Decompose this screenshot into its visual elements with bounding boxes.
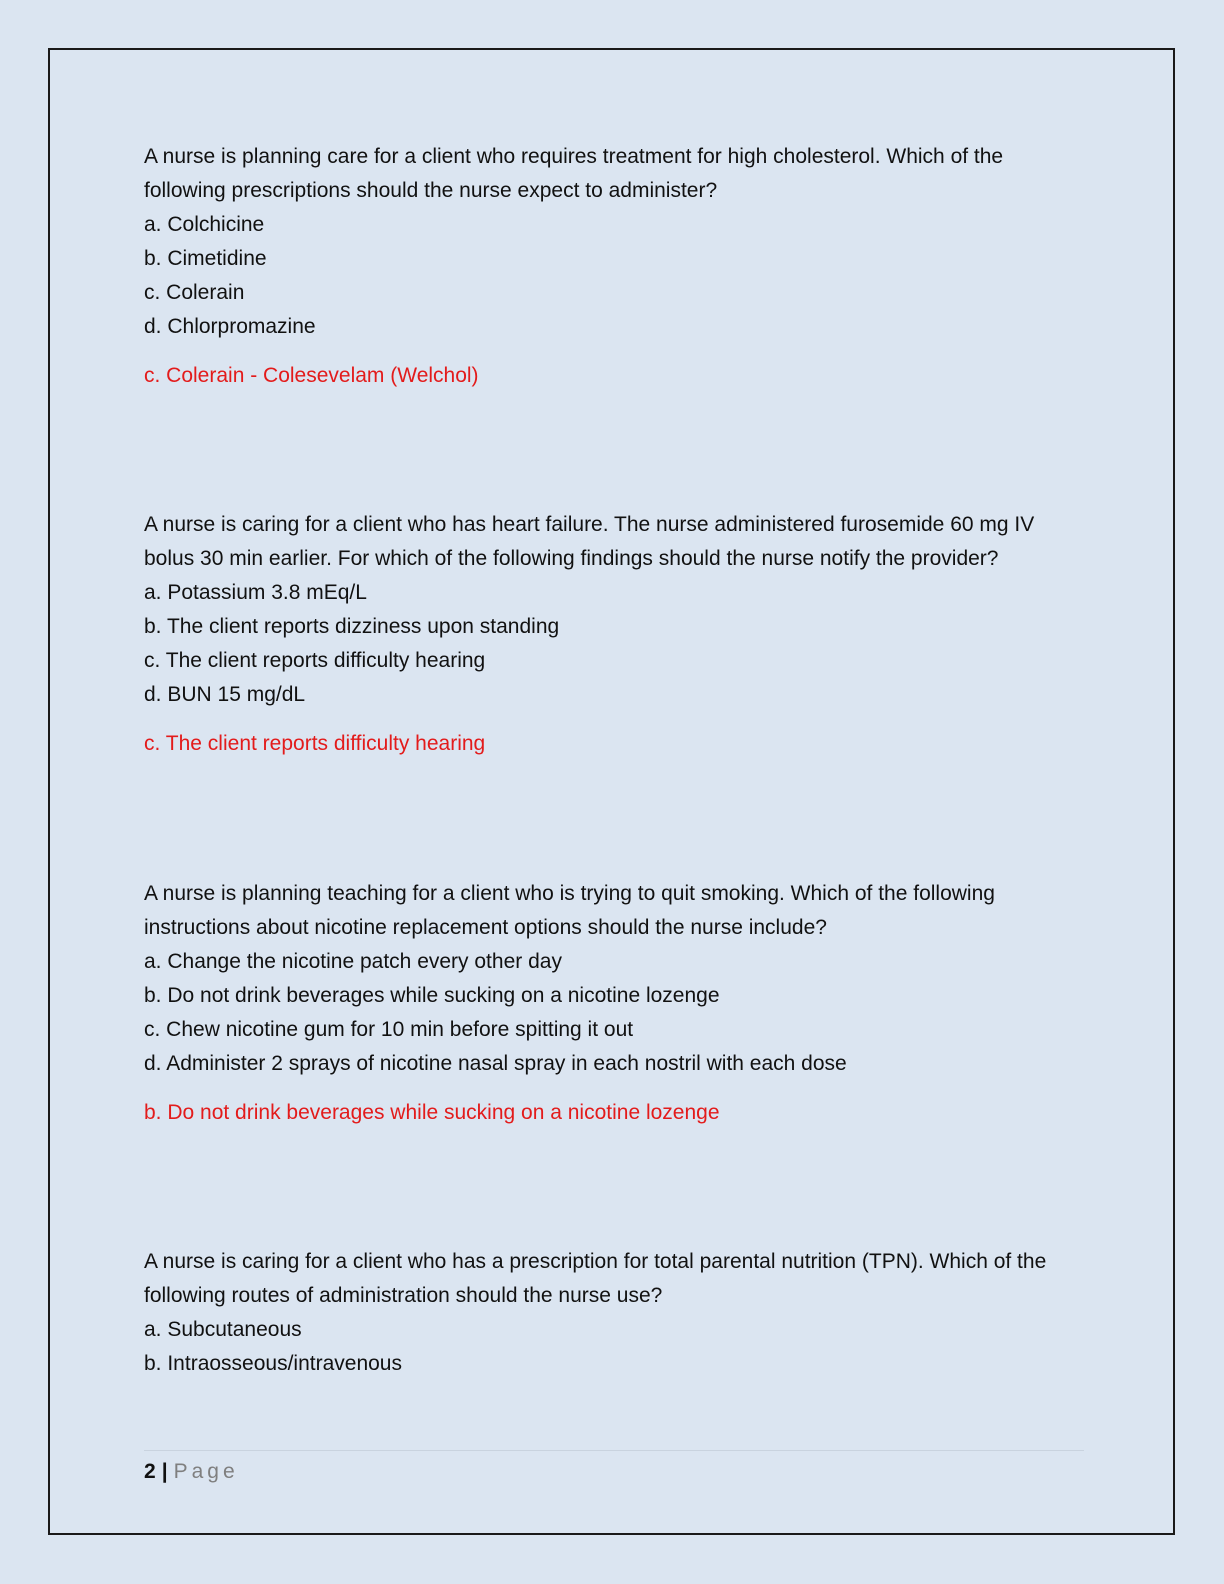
answer-option: a. Potassium 3.8 mEq/L bbox=[144, 581, 367, 604]
answer-option: a. Colchicine bbox=[144, 213, 265, 236]
correct-answer: c. The client reports difficulty hearing bbox=[144, 732, 486, 755]
answer-option: d. BUN 15 mg/dL bbox=[144, 683, 306, 706]
answer-option: a. Subcutaneous bbox=[144, 1318, 302, 1341]
answer-option: a. Change the nicotine patch every other day bbox=[144, 950, 562, 973]
answer-option: b. Intraosseous/intravenous bbox=[144, 1352, 402, 1375]
page-footer bbox=[144, 1450, 1084, 1487]
question-stem: A nurse is planning care for a client who requires treatment for high cholesterol. Which of the following prescriptions should the nurse expect to administer? bbox=[144, 145, 1004, 202]
correct-answer: b. Do not drink beverages while sucking on a nicotine lozenge bbox=[144, 1101, 720, 1124]
answer-option: d. Administer 2 sprays of nicotine nasal spray in each nostril with each dose bbox=[144, 1052, 847, 1075]
page-number: 2 bbox=[144, 1460, 156, 1483]
answer-option: b. The client reports dizziness upon standing bbox=[144, 615, 560, 638]
question-stem: A nurse is caring for a client who has heart failure. The nurse administered furosemide 60 mg IV bolus 30 min earlier. For which of the following findings should the nurse notify the provider? bbox=[144, 513, 1035, 570]
question-4 bbox=[144, 1245, 1084, 1381]
correct-answer: c. Colerain - Colesevelam (Welchol) bbox=[144, 364, 479, 387]
question-stem: A nurse is planning teaching for a client who is trying to quit smoking. Which of the following instructions about nicotine replacement options should the nurse include? bbox=[144, 882, 995, 939]
answer-option: d. Chlorpromazine bbox=[144, 315, 316, 338]
answer-option: b. Cimetidine bbox=[144, 247, 267, 270]
question-3 bbox=[144, 877, 1084, 1130]
footer-separator: | bbox=[161, 1460, 168, 1483]
page-label: Page bbox=[173, 1460, 239, 1483]
question-2 bbox=[144, 508, 1084, 761]
answer-option: c. The client reports difficulty hearing bbox=[144, 649, 486, 672]
answer-option: c. Chew nicotine gum for 10 min before spitting it out bbox=[144, 1018, 634, 1041]
question-stem: A nurse is caring for a client who has a prescription for total parental nutrition (TPN). Which of the following routes of administration should the nurse use? bbox=[144, 1250, 1047, 1307]
question-1 bbox=[144, 140, 1084, 393]
answer-option: c. Colerain bbox=[144, 281, 245, 304]
answer-option: b. Do not drink beverages while sucking on a nicotine lozenge bbox=[144, 984, 720, 1007]
